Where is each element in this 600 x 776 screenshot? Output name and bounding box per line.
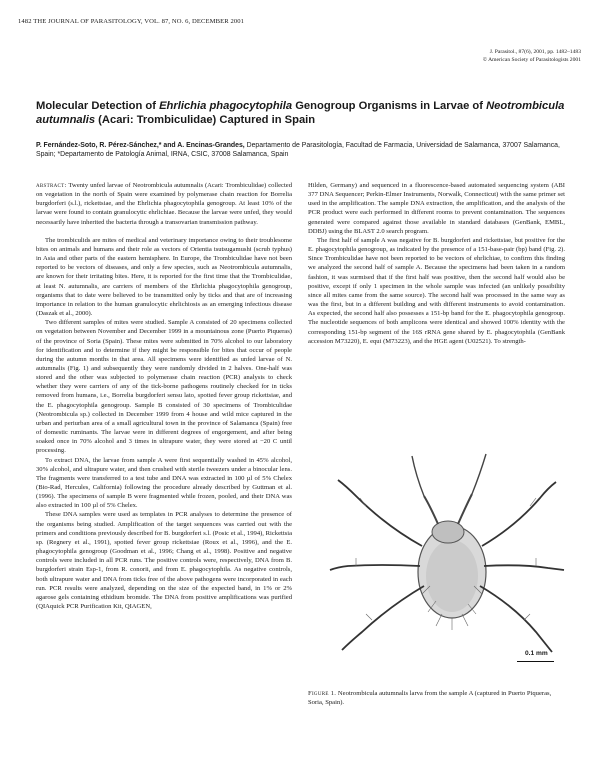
citation-line-2: © American Society of Parasitologists 2001 xyxy=(482,57,581,63)
citation-line-1: J. Parasitol., 87(6), 2001, pp. 1482–1483 xyxy=(489,49,581,55)
abstract xyxy=(36,181,292,227)
title-part-3: (Acari: Trombiculidae) Captured in Spain xyxy=(95,114,316,126)
body-paragraph: The first half of sample A was negative for B. burgdorferi and rickettsiae, but positive for the E. phagocytophila genogroup, as indicated by the presence of a 151-base-pair (bp) band (Fig. 2). Since Trombiculidae have not been reported to be vectors of ehrlichiae, to confirm this finding we analyzed the second half of sample A. Because the specimens had been taken in a random fashion, it was surmised that if the first half was positive, then the second half would also be positive, except if only 1 specimen in the whole sample was infected (an unlikely possibility since all mites came from the same source). The second half was processed in the same way as was the first, but in a different building and with different instruments to avoid contamination. As expected, the second half also possesses a 151-bp band for the E. phagocytophila genogroup. The nucleotide sequences of both amplicons were identical and showed 100% identity with the corresponding 151-bp segment of the 16S rRNA gene shared by E. phagocytophila (GenBank accession M73220), E. equi (M73223), and the HGE agent (U02521). To strength- xyxy=(308,236,565,345)
body-paragraph: The trombiculids are mites of medical and veterinary importance owing to their troublesome bites on animals and humans and their role as vectors of Orientia tsutsugamushi (scrub typhus) in Asia and other parts of the eastern hemisphere. In Europe, the Trombiculidae have not been reported to be vectors of diseases, and only a few species, such as Neotrombicula autumnalis, are known for their irritating bites. Here, it is reported for the first time that the Trombiculidae, at least N. autumnalis, are carriers of members of the Ehrlichia phagocytophila genogroup, organisms that to date were believed to be transmitted only by ticks and that are of increasing importance in relation to the human granulocytic ehrlichiosis as an emerging infectious disease (Daszak et al., 2000). xyxy=(36,236,292,318)
caption-text: Neotrombicula autumnalis larva from the sample A (captured in Puerto Piqueras, Soria, Spain). xyxy=(308,690,552,706)
title-part-2: Genogroup Organisms in Larvae of xyxy=(292,100,487,112)
citation xyxy=(483,48,581,64)
figure-caption xyxy=(308,689,565,707)
body-paragraph: These DNA samples were used as templates in PCR analyses to determine the presence of the organisms being studied. Amplification of the target sequences was carried out with the primers and conditions previously described for B. burgdorferi s.l. (Posic et al., 1994), Rickettsia sp. (Regnery et al., 1991), spotted fever group rickettsiae (Roux et al., 1996), and the E. phagocytophila genogroup (Goodman et al., 1996; Chang et al., 1998). Positive and negative controls were included in all PCR runs. The positive controls were, respectively, DNA from B. burgdorferi strain Esp-1, from R. conorii, and from E. phagocytophila. As negative controls, both ultrapure water and DNA from ticks free of the above pathogens were incorporated in each run. PCR results were analyzed, depending on the size of the expected band, in 1% or 2% agarose gels containing ethidium bromide. The DNA from positive amplifications was purified (QIAquick PCR Purification Kit, QIAGEN, xyxy=(36,511,292,611)
scale-bar-line xyxy=(517,661,554,662)
mite-larva-figure xyxy=(326,436,566,684)
abstract-text: Twenty unfed larvae of Neotrombicula autumnalis (Acari: Trombiculidae) collected on vegetation in the north of Spain were examined by polymerase chain reaction for Borrelia burgdorferi (s.l.), rickettsiae, and the Ehrlichia phagocytophila genogroup. At least 10% of the larvae were found to contain granulocytic ehrlichiae. Because the larvae were unfed, they would necessarily have inherited the bacteria through a transovarian transmission pathway. xyxy=(36,182,292,226)
paper-title xyxy=(36,99,576,127)
author-names: P. Fernández-Soto, R. Pérez-Sánchez,* and A. Encinas-Grandes, xyxy=(36,142,245,149)
body-paragraph: Hilden, Germany) and sequenced in a fluorescence-based automated sequencing system (ABI 377 DNA Sequencer; Perkin-Elmer Instruments, Norwalk, Connecticut) with the same primer set used in the amplification. The sample DNA extraction, the amplification, and the analysis of the PCR product were each performed in different rooms to prevent contamination. The sequences generated were compared against those available in standard databases (GenBank, EMBL, DDBJ) using the BLAST 2.0 search program. xyxy=(308,182,565,235)
author-affiliations: Departamento de Parasitología, Facultad de Farmacia, Universidad de Salamanca, 37007 Salamanca, Spain; *Departamento de Patología Animal, IRNA, CSIC, 37008 Salamanca, Spain xyxy=(36,142,560,159)
caption-label: Figure 1. xyxy=(308,690,337,697)
body-paragraph: Two different samples of mites were studied. Sample A consisted of 20 specimens collected on vegetation between November and December 1999 in a mountainous zone (Puerto Piqueras) of the province of Soria (Spain). These mites were submitted in 70% alcohol to our laboratory for identification and to determine if they might be responsible for bites that occur of people during the autumn months in that area. All specimens were identified as unfed larvae of N. autumnalis (Fig. 1) and subsequently they were randomly divided in 2 halves. One-half was stored and the other was subjected to polymerase chain reaction (PCR) analysis to check whether they were carriers of any of the tick-borne pathogens routinely checked for in ticks removed from humans, i.e., Borrelia burgdorferi sensu lato, spotted fever group rickettsiae, and the E. phagocytophila genogroup. Sample B consisted of 30 specimens of Trombiculidae (Neotrombicula sp.) collected in December 1999 from 4 house and wild mice captured in the urban and periurban area of a small agricultural town in the province of Salamanca (Spain) free of domestic ruminants. The larvae were in different degrees of engorgement, and after being soaked once in 70% alcohol and 3 times in ultrapure water, they were stored at −20 C until processing. xyxy=(36,319,292,455)
right-column xyxy=(308,181,565,346)
authors-block xyxy=(36,141,581,160)
running-head: 1482 THE JOURNAL OF PARASITOLOGY, VOL. 87, NO. 6, DECEMBER 2001 xyxy=(18,18,245,25)
title-italic-2: Neotrombicula autumnalis xyxy=(36,100,565,126)
abstract-label: abstract: xyxy=(36,182,67,189)
title-part-1: Molecular Detection of xyxy=(36,100,160,112)
scale-bar-label: 0.1 mm xyxy=(525,650,548,657)
left-column xyxy=(36,181,292,611)
title-italic-1: Ehrlichia phagocytophila xyxy=(159,100,293,112)
mite-scutum xyxy=(432,521,464,543)
body-paragraph: To extract DNA, the larvae from sample A were first sequentially washed in 45% alcohol, 30% alcohol, and ultrapure water, and then crushed with sterile tweezers under a binocular lens. The fragments were transferred to a test tube and DNA was extracted in 100 µl of 5% Chelex (Bio-Rad, Hercules, California) following the procedure already described by Guttman et al. (1996). The specimens of sample B were fragmented while frozen, pooled, and their DNA was also extracted in 100 µl of 5% Chelex. xyxy=(36,456,292,510)
